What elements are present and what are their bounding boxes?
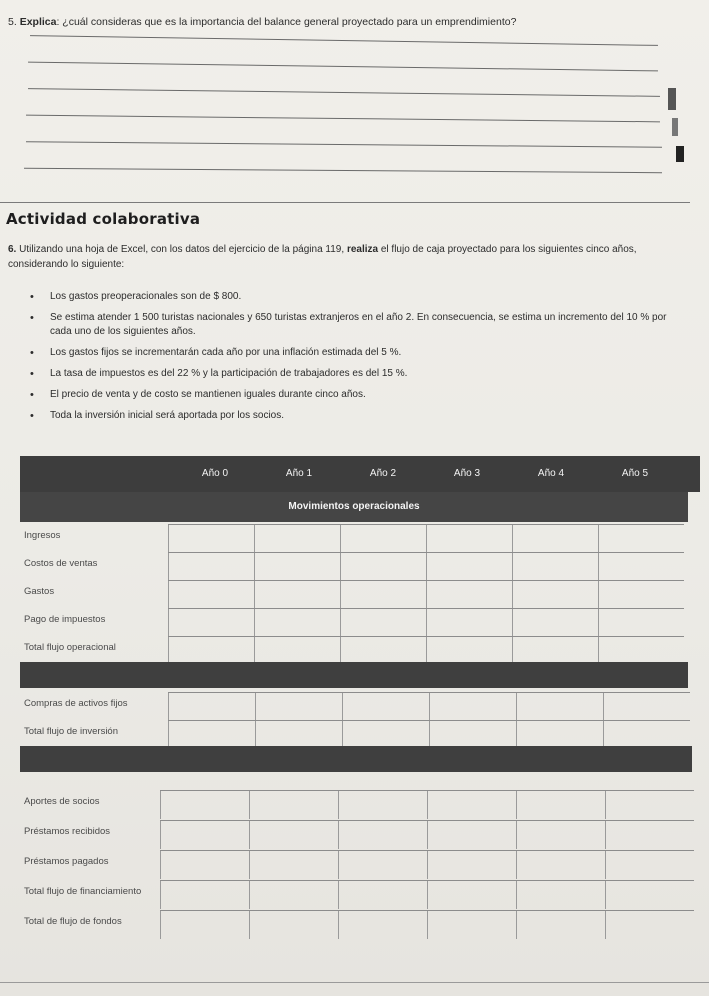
table-cell[interactable] xyxy=(512,553,599,581)
table-cell[interactable] xyxy=(340,525,427,553)
table-cell[interactable] xyxy=(598,581,685,609)
condition-item: • El precio de venta y de costo se mantienen iguales durante cinco años. xyxy=(30,388,690,402)
row-label: Pago de impuestos xyxy=(24,614,106,625)
table-cell[interactable] xyxy=(340,609,427,637)
table-cell[interactable] xyxy=(516,721,604,749)
table-cell[interactable] xyxy=(427,911,517,939)
table-cell[interactable] xyxy=(512,525,599,553)
table-cell[interactable] xyxy=(255,693,343,721)
table-row xyxy=(0,820,709,848)
row-label: Total de flujo de fondos xyxy=(24,916,122,927)
table-row xyxy=(0,720,709,748)
year-header: Año 0 xyxy=(201,468,229,479)
table-cell[interactable] xyxy=(605,911,695,939)
table-cell[interactable] xyxy=(516,821,606,849)
row-label: Total flujo de inversión xyxy=(24,726,118,737)
section-band-investment xyxy=(20,662,688,688)
condition-item: • La tasa de impuestos es del 22 % y la participación de trabajadores es del 15 %. xyxy=(30,367,690,381)
section-header-operational: Movimientos operacionales xyxy=(20,492,688,522)
answer-line[interactable] xyxy=(28,88,660,97)
row-label: Ingresos xyxy=(24,530,61,541)
table-cell[interactable] xyxy=(338,911,428,939)
table-cell[interactable] xyxy=(598,609,685,637)
activity-title: Actividad colaborativa xyxy=(6,210,201,228)
row-label: Gastos xyxy=(24,586,55,597)
table-row xyxy=(0,850,709,878)
table-cell[interactable] xyxy=(426,637,513,665)
table-cell[interactable] xyxy=(338,821,428,849)
table-row xyxy=(0,880,709,908)
condition-item: • Se estima atender 1 500 turistas nacionales y 650 turistas extranjeros en el año 2. En consecuencia, se estima un incremento del 10 % por cada uno de los siguientes años. xyxy=(30,311,690,339)
row-cells xyxy=(168,636,684,665)
table-row xyxy=(0,524,709,552)
table-cell[interactable] xyxy=(516,851,606,879)
table-cell[interactable] xyxy=(605,791,695,819)
table-cell[interactable] xyxy=(605,821,695,849)
year-header: Año 2 xyxy=(369,468,397,479)
question-5-text: : ¿cuál consideras que es la importancia del balance general proyectado para un emprendimiento? xyxy=(56,16,517,28)
table-cell[interactable] xyxy=(254,637,341,665)
table-cell[interactable] xyxy=(598,637,685,665)
row-cells xyxy=(160,790,694,819)
table-cell[interactable] xyxy=(598,525,685,553)
table-cell[interactable] xyxy=(255,721,343,749)
table-cell[interactable] xyxy=(254,553,341,581)
table-row xyxy=(0,580,709,608)
row-cells xyxy=(168,608,684,637)
question-6-text-after: el flujo de caja proyectado para los siguientes cinco años, considerando lo siguiente: xyxy=(8,244,637,270)
question-5 xyxy=(8,16,516,28)
row-cells xyxy=(168,692,690,721)
table-row xyxy=(0,910,709,938)
table-cell[interactable] xyxy=(254,609,341,637)
question-5-prefix: Explica xyxy=(19,16,57,28)
table-cell[interactable] xyxy=(426,553,513,581)
row-cells xyxy=(168,524,684,553)
row-cells xyxy=(160,880,694,909)
table-row xyxy=(0,636,709,664)
answer-line[interactable] xyxy=(26,141,662,148)
question-5-number: 5. xyxy=(8,16,17,28)
table-row xyxy=(0,552,709,580)
row-cells xyxy=(160,910,694,939)
table-cell[interactable] xyxy=(516,791,606,819)
table-cell[interactable] xyxy=(168,637,255,665)
answer-line[interactable] xyxy=(24,168,662,173)
table-cell[interactable] xyxy=(516,693,604,721)
table-cell[interactable] xyxy=(427,791,517,819)
condition-item: • Los gastos preoperacionales son de $ 800. xyxy=(30,290,690,304)
table-cell[interactable] xyxy=(160,821,250,849)
table-row xyxy=(0,608,709,636)
table-cell[interactable] xyxy=(427,881,517,909)
page-edge-mark xyxy=(672,118,678,136)
table-cell[interactable] xyxy=(160,791,250,819)
table-cell[interactable] xyxy=(426,609,513,637)
page-edge-mark xyxy=(676,146,684,162)
table-cell[interactable] xyxy=(342,721,430,749)
table-cell[interactable] xyxy=(516,881,606,909)
table-cell[interactable] xyxy=(512,609,599,637)
table-cell[interactable] xyxy=(427,821,517,849)
table-cell[interactable] xyxy=(427,851,517,879)
cash-flow-table xyxy=(0,456,709,940)
table-cell[interactable] xyxy=(603,693,691,721)
table-cell[interactable] xyxy=(605,851,695,879)
answer-line[interactable] xyxy=(30,35,658,46)
year-header: Año 5 xyxy=(621,468,649,479)
row-label: Total flujo de financiamiento xyxy=(24,886,142,897)
section-band-financing xyxy=(20,746,692,772)
table-cell[interactable] xyxy=(338,881,428,909)
year-header: Año 3 xyxy=(453,468,481,479)
table-cell[interactable] xyxy=(168,553,255,581)
table-cell[interactable] xyxy=(160,911,250,939)
table-cell[interactable] xyxy=(426,525,513,553)
row-label: Costos de ventas xyxy=(24,558,98,569)
table-cell[interactable] xyxy=(512,637,599,665)
table-cell[interactable] xyxy=(338,851,428,879)
answer-line[interactable] xyxy=(28,62,658,72)
table-cell[interactable] xyxy=(426,581,513,609)
row-cells xyxy=(168,720,690,749)
question-6-text-before: Utilizando una hoja de Excel, con los datos del ejercicio de la página 119, xyxy=(19,244,347,255)
table-cell[interactable] xyxy=(168,581,255,609)
table-cell[interactable] xyxy=(605,881,695,909)
table-cell[interactable] xyxy=(598,553,685,581)
row-label: Total flujo operacional xyxy=(24,642,116,653)
row-label: Aportes de socios xyxy=(24,796,100,807)
year-header: Año 1 xyxy=(285,468,313,479)
table-cell[interactable] xyxy=(340,637,427,665)
page-edge-mark xyxy=(668,88,676,110)
row-label: Préstamos pagados xyxy=(24,856,109,867)
table-cell[interactable] xyxy=(168,525,255,553)
table-cell[interactable] xyxy=(512,581,599,609)
table-cell[interactable] xyxy=(254,581,341,609)
table-cell[interactable] xyxy=(516,911,606,939)
page-bottom-edge xyxy=(0,982,709,983)
answer-line[interactable] xyxy=(26,115,660,123)
table-cell[interactable] xyxy=(168,693,256,721)
table-cell[interactable] xyxy=(429,693,517,721)
section-divider xyxy=(0,202,690,203)
table-cell[interactable] xyxy=(168,609,255,637)
table-cell[interactable] xyxy=(340,581,427,609)
table-cell[interactable] xyxy=(603,721,691,749)
row-cells xyxy=(160,850,694,879)
table-cell[interactable] xyxy=(160,881,250,909)
table-row xyxy=(0,790,709,818)
table-cell[interactable] xyxy=(249,791,339,819)
conditions-list xyxy=(30,290,690,430)
table-cell[interactable] xyxy=(338,791,428,819)
table-cell[interactable] xyxy=(342,693,430,721)
row-cells xyxy=(160,820,694,849)
question-6-number: 6. xyxy=(8,244,17,255)
table-cell[interactable] xyxy=(249,851,339,879)
table-cell[interactable] xyxy=(168,721,256,749)
row-cells xyxy=(168,552,684,581)
question-6-bold: realiza xyxy=(346,244,379,255)
condition-item: • Toda la inversión inicial será aportada por los socios. xyxy=(30,409,690,423)
table-cell[interactable] xyxy=(254,525,341,553)
table-cell[interactable] xyxy=(340,553,427,581)
table-row xyxy=(0,692,709,720)
table-cell[interactable] xyxy=(249,821,339,849)
year-header: Año 4 xyxy=(537,468,565,479)
row-label: Compras de activos fijos xyxy=(24,698,128,709)
question-6 xyxy=(8,242,688,272)
table-cell[interactable] xyxy=(160,851,250,879)
row-label: Préstamos recibidos xyxy=(24,826,111,837)
table-cell[interactable] xyxy=(429,721,517,749)
condition-item: • Los gastos fijos se incrementarán cada año por una inflación estimada del 5 %. xyxy=(30,346,690,360)
row-cells xyxy=(168,580,684,609)
table-cell[interactable] xyxy=(249,881,339,909)
year-header-row xyxy=(20,456,700,492)
table-cell[interactable] xyxy=(249,911,339,939)
